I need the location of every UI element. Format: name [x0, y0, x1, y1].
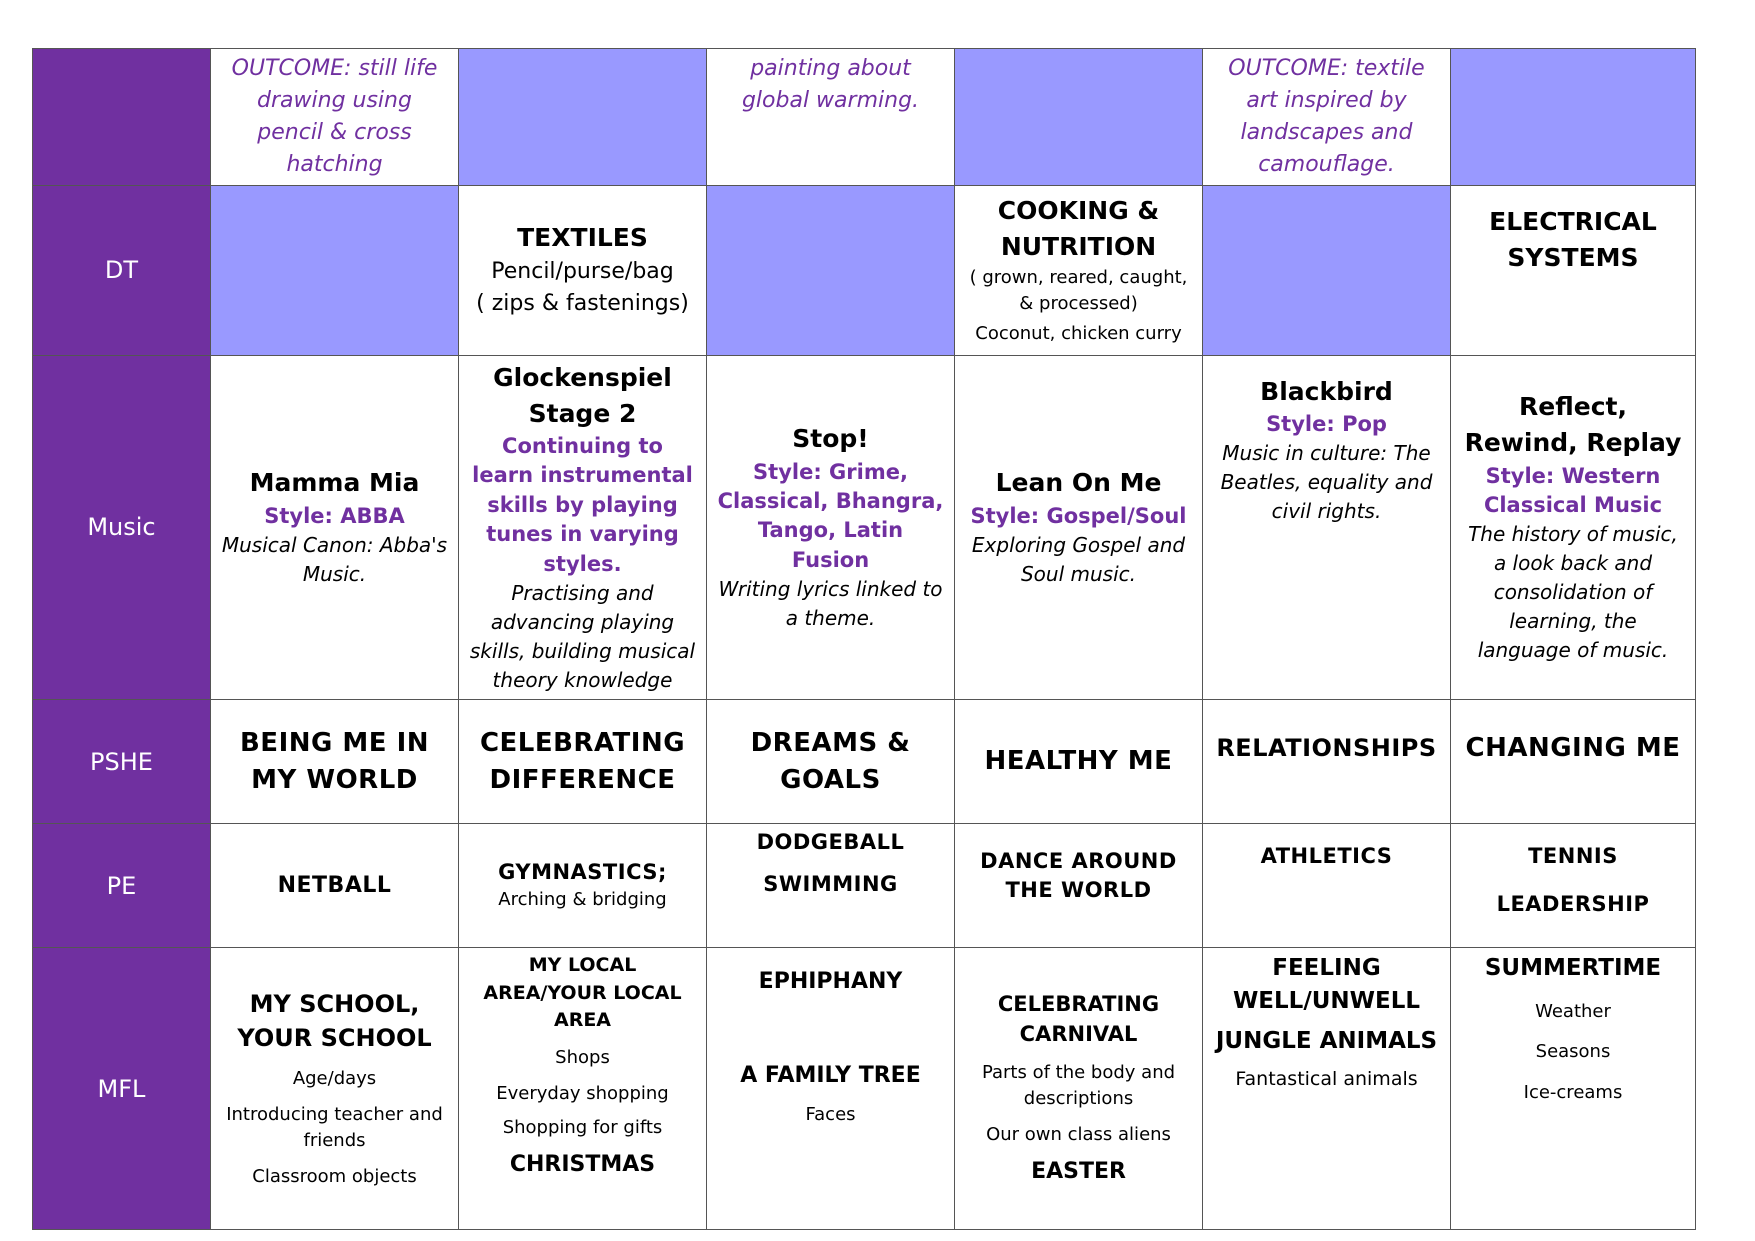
pshe-topic-5: RELATIONSHIPS	[1216, 733, 1437, 762]
mfl-title-5: FEELING WELL/UNWELL	[1232, 955, 1421, 1015]
pshe-topic-6: CHANGING ME	[1465, 733, 1681, 764]
music-subject: Music	[33, 355, 211, 699]
mfl-title-4: CELEBRATING CARNIVAL	[997, 991, 1160, 1047]
pe-activity-1: NETBALL	[277, 872, 392, 898]
pe-subject: PE	[33, 824, 211, 948]
pe-cell-4	[955, 824, 1203, 948]
dt-title-2: TEXTILES	[517, 223, 648, 253]
mfl-item-5a: Fantastical animals	[1235, 1068, 1418, 1091]
art-cell-5	[1203, 49, 1451, 186]
pshe-cell-3	[707, 700, 955, 824]
dt-cell-5	[1203, 185, 1451, 355]
pshe-cell-6	[1451, 700, 1696, 824]
art-cell-2	[459, 49, 707, 186]
pe-cell-3	[707, 824, 955, 948]
art-subject-cell	[33, 49, 211, 186]
music-title-6: Reflect, Rewind, Replay	[1464, 392, 1682, 458]
art-cell-3	[707, 49, 955, 186]
dt-cell-6	[1451, 185, 1696, 355]
pe-cell-1	[211, 824, 459, 948]
mfl-item-6b: Seasons	[1535, 1041, 1611, 1063]
pshe-cell-2	[459, 700, 707, 824]
mfl-item-4a: Parts of the body and descriptions	[981, 1061, 1176, 1109]
music-cell-6	[1451, 355, 1696, 699]
pe-activity-3a: DODGEBALL	[756, 830, 905, 855]
music-title-1: Mamma Mia	[249, 468, 420, 498]
art-outcome-1: OUTCOME: still life drawing using pencil & cross hatching	[231, 56, 438, 177]
music-desc-3: Writing lyrics linked to a theme.	[718, 577, 943, 631]
music-style-4: Style: Gospel/Soul	[970, 503, 1187, 528]
music-desc-2: Practising and advancing playing skills, building musical theory knowledge	[469, 581, 696, 693]
music-style-5: Style: Pop	[1266, 411, 1387, 436]
pe-activity-3b: SWIMMING	[763, 872, 898, 897]
music-title-3: Stop!	[792, 424, 869, 454]
mfl-item-2a: Shops	[555, 1046, 610, 1068]
pshe-cell-4	[955, 700, 1203, 824]
dt-title-6: ELECTRICAL SYSTEMS	[1489, 206, 1657, 272]
music-title-4: Lean On Me	[995, 468, 1162, 498]
dt-line-2b: ( zips & fastenings)	[476, 291, 689, 317]
pe-cell-2	[459, 824, 707, 948]
music-desc-5: Music in culture: The Beatles, equality and civil rights.	[1220, 441, 1433, 524]
pe-activity-2: GYMNASTICS;	[498, 860, 667, 885]
art-cell-4	[955, 49, 1203, 186]
dt-row	[33, 185, 1696, 355]
art-cell-1	[211, 49, 459, 186]
pshe-topic-4: HEALTHY ME	[984, 746, 1173, 777]
mfl-item-6c: Ice-creams	[1523, 1081, 1623, 1103]
art-row	[33, 49, 1696, 186]
pshe-cell-1	[211, 700, 459, 824]
pshe-topic-3: DREAMS & GOALS	[750, 728, 911, 795]
mfl-cell-3	[707, 948, 955, 1230]
pe-cell-5	[1203, 824, 1451, 948]
pshe-topic-2: CELEBRATING DIFFERENCE	[479, 728, 686, 795]
pshe-row	[33, 700, 1696, 824]
music-cell-2	[459, 355, 707, 699]
mfl-item-4b: Our own class aliens	[986, 1124, 1171, 1146]
music-cell-1	[211, 355, 459, 699]
music-title-2: Glockenspiel Stage 2	[493, 362, 672, 428]
mfl-title-1: MY SCHOOL, YOUR SCHOOL	[237, 989, 432, 1053]
mfl-row	[33, 948, 1696, 1230]
pe-activity-5: ATHLETICS	[1260, 844, 1393, 869]
pe-activity-4: DANCE AROUND THE WORLD	[980, 849, 1177, 902]
pe-activity-6b: LEADERSHIP	[1496, 892, 1650, 917]
mfl-item-2c: Shopping for gifts	[502, 1116, 663, 1138]
pshe-cell-5	[1203, 700, 1451, 824]
mfl-title-5b: JUNGLE ANIMALS	[1215, 1027, 1438, 1054]
mfl-title-3: EPHIPHANY	[758, 969, 903, 995]
pe-cell-6	[1451, 824, 1696, 948]
dt-cell-2	[459, 185, 707, 355]
mfl-item-1a: Age/days	[292, 1068, 377, 1090]
mfl-item-2b: Everyday shopping	[496, 1082, 669, 1104]
music-desc-6: The history of music, a look back and consolidation of learning, the language of music.	[1468, 522, 1678, 663]
music-cell-5	[1203, 355, 1451, 699]
pe-activity-6a: TENNIS	[1528, 844, 1618, 869]
mfl-cell-2	[459, 948, 707, 1230]
dt-line-2a: Pencil/purse/bag	[491, 259, 674, 285]
mfl-cell-5	[1203, 948, 1451, 1230]
music-style-6: Style: Western Classical Music	[1483, 463, 1663, 518]
mfl-title-2b: CHRISTMAS	[509, 1151, 656, 1177]
dt-cell-1	[211, 185, 459, 355]
mfl-title-3b: A FAMILY TREE	[740, 1062, 921, 1088]
music-cell-4	[955, 355, 1203, 699]
pe-row	[33, 824, 1696, 948]
pshe-subject: PSHE	[33, 700, 211, 824]
music-row	[33, 355, 1696, 699]
music-desc-1: Musical Canon: Abba's Music.	[221, 533, 448, 587]
pe-activity-2-sub: Arching & bridging	[498, 888, 667, 910]
dt-line-4b: Coconut, chicken curry	[975, 323, 1182, 345]
mfl-title-2: MY LOCAL AREA/YOUR LOCAL AREA	[483, 954, 682, 1032]
dt-cell-3	[707, 185, 955, 355]
mfl-title-6: SUMMERTIME	[1484, 955, 1662, 982]
dt-cell-4	[955, 185, 1203, 355]
art-outcome-5: OUTCOME: textile art inspired by landscapes and camouflage.	[1228, 56, 1425, 177]
music-desc-4: Exploring Gospel and Soul music.	[971, 533, 1186, 587]
art-cell-6	[1451, 49, 1696, 186]
mfl-cell-1	[211, 948, 459, 1230]
music-title-5: Blackbird	[1260, 376, 1393, 406]
dt-subject: DT	[33, 185, 211, 355]
music-style-1: Style: ABBA	[264, 503, 405, 528]
music-style-2: Continuing to learn instrumental skills by playing tunes in varying styles.	[472, 434, 693, 576]
mfl-cell-6	[1451, 948, 1696, 1230]
dt-line-4a: ( grown, reared, caught, & processed)	[969, 267, 1188, 315]
pshe-topic-1: BEING ME IN MY WORLD	[239, 728, 430, 795]
art-outcome-3: painting about global warming.	[741, 56, 920, 113]
mfl-title-4b: EASTER	[1031, 1159, 1126, 1185]
dt-title-4: COOKING & NUTRITION	[997, 195, 1160, 261]
mfl-cell-4	[955, 948, 1203, 1230]
curriculum-table	[32, 48, 1696, 1230]
mfl-item-1c: Classroom objects	[252, 1166, 417, 1188]
mfl-item-3a: Faces	[805, 1103, 856, 1125]
mfl-item-6a: Weather	[1535, 1001, 1611, 1023]
music-cell-3	[707, 355, 955, 699]
mfl-subject: MFL	[33, 948, 211, 1230]
music-style-3: Style: Grime, Classical, Bhangra, Tango, Latin Fusion	[717, 459, 944, 572]
mfl-item-1b: Introducing teacher and friends	[226, 1104, 443, 1152]
